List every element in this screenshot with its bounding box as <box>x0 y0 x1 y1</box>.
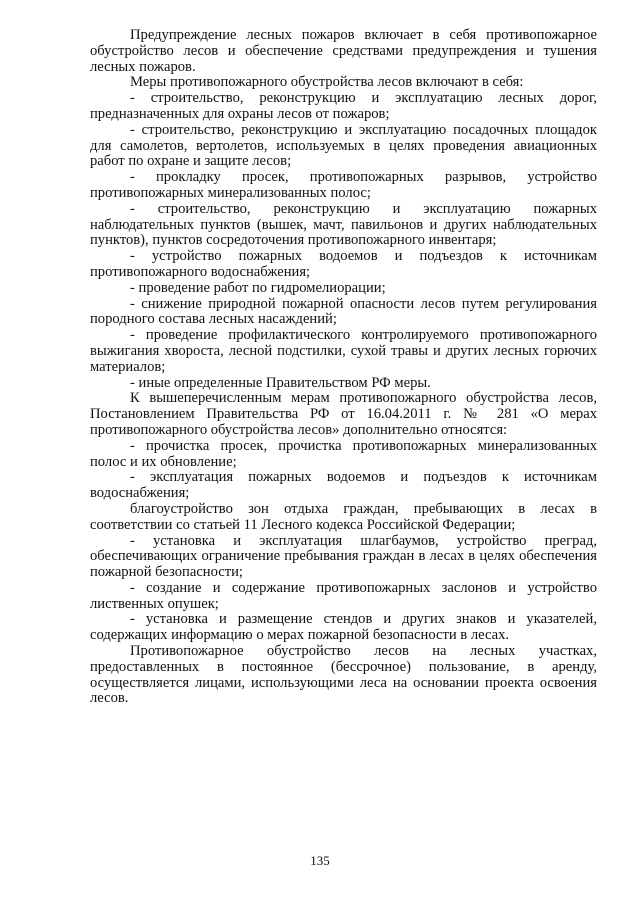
list-item: - строительство, реконструкцию и эксплуатацию посадочных площадок для самолетов, вертолетов, используемых в целях проведения авиационных работ по охране и защите лесов; <box>90 121 597 170</box>
list-item: - устройство пожарных водоемов и подъездов к источникам противопожарного водоснабжения; <box>90 248 597 280</box>
list-item: - эксплуатация пожарных водоемов и подъездов к источникам водоснабжения; <box>90 469 597 502</box>
document-body <box>90 28 597 707</box>
paragraph-conclusion: Противопожарное обустройство лесов на лесных участках, предоставленных в постоянное (бессрочное) пользование, в аренду, осуществляется лицами, использующими леса на основании проекта освоения лесов. <box>90 643 597 707</box>
list-item: - снижение природной пожарной опасности лесов путем регулирования породного состава лесных насаждений; <box>90 295 597 328</box>
list-item: - установка и размещение стендов и других знаков и указателей, содержащих информацию о мерах пожарной безопасности в лесах. <box>90 611 597 644</box>
paragraph-resolution: К вышеперечисленным мерам противопожарного обустройства лесов, Постановлением Правительства РФ от 16.04.2011 г. № 281 «О мерах противопожарного обустройства лесов» дополнительно относятся: <box>90 390 597 438</box>
list-item: - строительство, реконструкцию и эксплуатацию лесных дорог, предназначенных для охраны лесов от пожаров; <box>90 90 597 122</box>
list-item: - проведение профилактического контролируемого противопожарного выжигания хвороста, лесной подстилки, сухой травы и других лесных горючих материалов; <box>90 327 597 375</box>
list-item: - строительство, реконструкцию и эксплуатацию пожарных наблюдательных пунктов (вышек, мачт, павильонов и других наблюдательных пунктов), пунктов сосредоточения противопожарного инвентаря; <box>90 200 597 249</box>
list-item: - иные определенные Правительством РФ меры. <box>130 374 431 391</box>
page-number: 135 <box>310 853 330 868</box>
list-item: - установка и эксплуатация шлагбаумов, устройство преград, обеспечивающих ограничение пребывания граждан в лесах в целях обеспечения пожарной безопасности; <box>90 532 597 581</box>
list-item: - создание и содержание противопожарных заслонов и устройство лиственных опушек; <box>90 579 597 612</box>
list-item: - прочистка просек, прочистка противопожарных минерализованных полос и их обновление; <box>90 437 597 470</box>
list-item: - прокладку просек, противопожарных разрывов, устройство противопожарных минерализованных полос; <box>90 169 597 201</box>
paragraph-intro: Предупреждение лесных пожаров включает в себя противопожарное обустройство лесов и обеспечение средствами предупреждения и тушения лесных пожаров. <box>90 27 597 75</box>
paragraph-measures-heading: Меры противопожарного обустройства лесов включают в себя: <box>130 74 524 91</box>
list-item: - проведение работ по гидромелиорации; <box>130 279 386 296</box>
list-item: благоустройство зон отдыха граждан, пребывающих в лесах в соответствии со статьей 11 Лесного кодекса Российской Федерации; <box>90 500 597 533</box>
